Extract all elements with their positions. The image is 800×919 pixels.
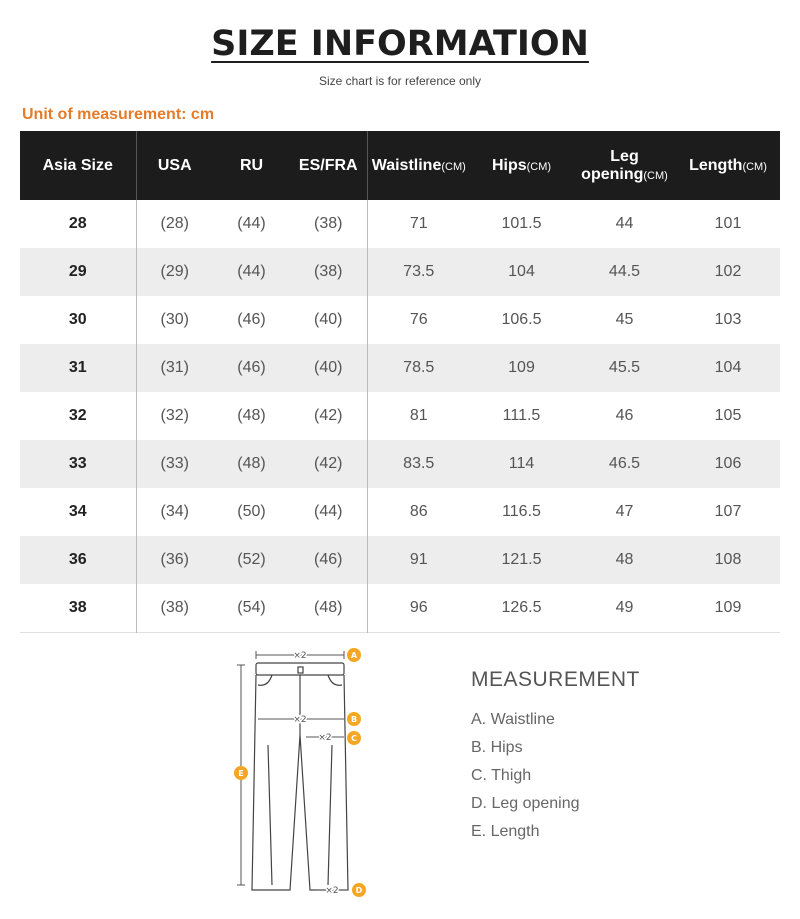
- table-cell: 49: [615, 599, 634, 616]
- hips-x2-label: ×2: [293, 715, 307, 725]
- size-cell: 33: [20, 440, 136, 488]
- table-row: [20, 296, 780, 344]
- table-cell: (40): [290, 344, 367, 392]
- column-header-label: Length: [689, 156, 743, 174]
- table-cell: 71: [409, 215, 428, 232]
- table-row: [20, 248, 780, 296]
- table-cell: (46): [237, 311, 266, 328]
- column-header-unit: (CM): [441, 160, 466, 173]
- column-header-unit: (CM): [742, 160, 767, 173]
- marker-label: D: [355, 886, 363, 895]
- measurement-legend: [471, 668, 640, 846]
- size-cell: 29: [20, 248, 136, 296]
- size-cell: 30: [20, 296, 136, 344]
- pants-diagram: [228, 645, 373, 905]
- marker-label: A: [350, 651, 358, 660]
- table-header-row: [20, 131, 780, 200]
- table-cell: (44): [213, 248, 290, 296]
- marker-label: C: [351, 734, 357, 743]
- marker-label: E: [238, 769, 244, 778]
- table-cell: 102: [676, 248, 780, 296]
- table-cell: 106: [676, 440, 780, 488]
- table-cell: 48: [573, 536, 676, 584]
- table-cell: 116.5: [502, 503, 541, 520]
- table-cell: 111.5: [502, 407, 541, 424]
- table-cell: (28): [160, 215, 189, 232]
- page-title: SIZE INFORMATION: [211, 24, 589, 64]
- column-header-label: RU: [239, 156, 264, 174]
- table-row: [20, 584, 780, 633]
- table-cell: 45.5: [573, 344, 676, 392]
- table-cell: 109: [714, 599, 742, 616]
- column-header-unit: (CM): [526, 160, 552, 173]
- thigh-x2-label: ×2: [318, 733, 332, 743]
- pants-outline: [252, 663, 348, 890]
- table-cell: 103: [714, 311, 742, 328]
- column-header: [573, 131, 676, 200]
- table-cell: (36): [136, 536, 213, 584]
- table-body: [20, 200, 780, 633]
- table-cell: (48): [290, 584, 367, 633]
- table-cell: (34): [160, 503, 189, 520]
- waist-x2-label: ×2: [293, 651, 307, 661]
- table-row: [20, 488, 780, 536]
- column-header-label: Asia Size: [42, 156, 113, 174]
- column-header: [136, 131, 213, 200]
- table-cell: 104: [470, 248, 573, 296]
- table-cell: 101.5: [501, 215, 542, 232]
- table-cell: 101: [714, 215, 742, 232]
- table-cell: 114: [470, 440, 573, 488]
- subtitle: Size chart is for reference only: [318, 74, 482, 88]
- table-cell: (38): [160, 599, 189, 616]
- table-cell: 96: [409, 599, 428, 616]
- table-cell: 46.5: [573, 440, 676, 488]
- column-header: [470, 131, 573, 200]
- table-cell: 76: [409, 311, 428, 328]
- column-header: [213, 131, 290, 200]
- table-row: [20, 200, 780, 248]
- table-cell: 45: [615, 311, 634, 328]
- table-cell: (42): [290, 392, 367, 440]
- size-table: [20, 131, 780, 633]
- column-header-unit: (CM): [643, 169, 668, 182]
- table-cell: (42): [290, 440, 367, 488]
- table-cell: (44): [237, 215, 266, 232]
- column-header-label: ES/FRA: [298, 156, 358, 174]
- measurement-item: E. Length: [471, 823, 540, 840]
- column-header-label: Leg opening: [581, 147, 644, 183]
- measurement-item: D. Leg opening: [471, 795, 580, 812]
- size-cell: 32: [20, 392, 136, 440]
- measurement-item: B. Hips: [471, 739, 523, 756]
- table-cell: 86: [409, 503, 428, 520]
- column-header: [367, 131, 470, 200]
- table-cell: 81: [409, 407, 428, 424]
- table-cell: 107: [714, 503, 742, 520]
- table-cell: 109: [470, 344, 573, 392]
- column-header-label: Waistline: [371, 156, 442, 174]
- table-cell: 44.5: [573, 248, 676, 296]
- size-cell: 38: [20, 584, 136, 633]
- leg-x2-label: ×2: [325, 886, 339, 896]
- table-cell: 126.5: [501, 599, 542, 616]
- table-cell: 121.5: [470, 536, 573, 584]
- table-cell: (32): [160, 407, 189, 424]
- table-row: [20, 440, 780, 488]
- size-cell: 31: [20, 344, 136, 392]
- table-cell: (48): [213, 440, 290, 488]
- column-header: [290, 131, 367, 200]
- table-cell: (30): [160, 311, 189, 328]
- table-cell: (46): [213, 344, 290, 392]
- table-row: [20, 392, 780, 440]
- column-header: [676, 131, 780, 200]
- table-row: [20, 536, 780, 584]
- table-cell: 47: [615, 503, 634, 520]
- table-cell: 73.5: [367, 248, 470, 296]
- table-cell: (33): [136, 440, 213, 488]
- table-cell: (46): [290, 536, 367, 584]
- table-cell: (40): [290, 296, 367, 344]
- unit-label: Unit of measurement: cm: [22, 106, 215, 123]
- table-cell: 104: [676, 344, 780, 392]
- column-header-label: Hips: [491, 156, 527, 174]
- column-header-label: USA: [157, 156, 192, 174]
- table-cell: 91: [367, 536, 470, 584]
- table-cell: (48): [237, 407, 266, 424]
- table-cell: 106.5: [501, 311, 542, 328]
- measurement-title: MEASUREMENT: [471, 668, 640, 691]
- table-cell: (54): [237, 599, 266, 616]
- marker-label: B: [350, 715, 358, 724]
- table-cell: 44: [615, 215, 634, 232]
- size-cell: 34: [20, 488, 136, 536]
- column-header: [20, 131, 136, 200]
- measurement-item: C. Thigh: [471, 767, 532, 784]
- table-cell: (52): [213, 536, 290, 584]
- table-cell: (50): [237, 503, 266, 520]
- table-cell: 83.5: [367, 440, 470, 488]
- table-cell: (29): [136, 248, 213, 296]
- measurement-item: A. Waistline: [471, 711, 555, 728]
- table-cell: 105: [714, 407, 742, 424]
- table-cell: (44): [290, 488, 367, 536]
- measurement-list: [471, 706, 640, 846]
- table-cell: 46: [615, 407, 634, 424]
- size-cell: 28: [20, 200, 136, 248]
- size-cell: 36: [20, 536, 136, 584]
- table-cell: 78.5: [367, 344, 470, 392]
- table-cell: 108: [676, 536, 780, 584]
- table-cell: (38): [290, 200, 367, 248]
- table-cell: (38): [290, 248, 367, 296]
- table-row: [20, 344, 780, 392]
- table-cell: (31): [136, 344, 213, 392]
